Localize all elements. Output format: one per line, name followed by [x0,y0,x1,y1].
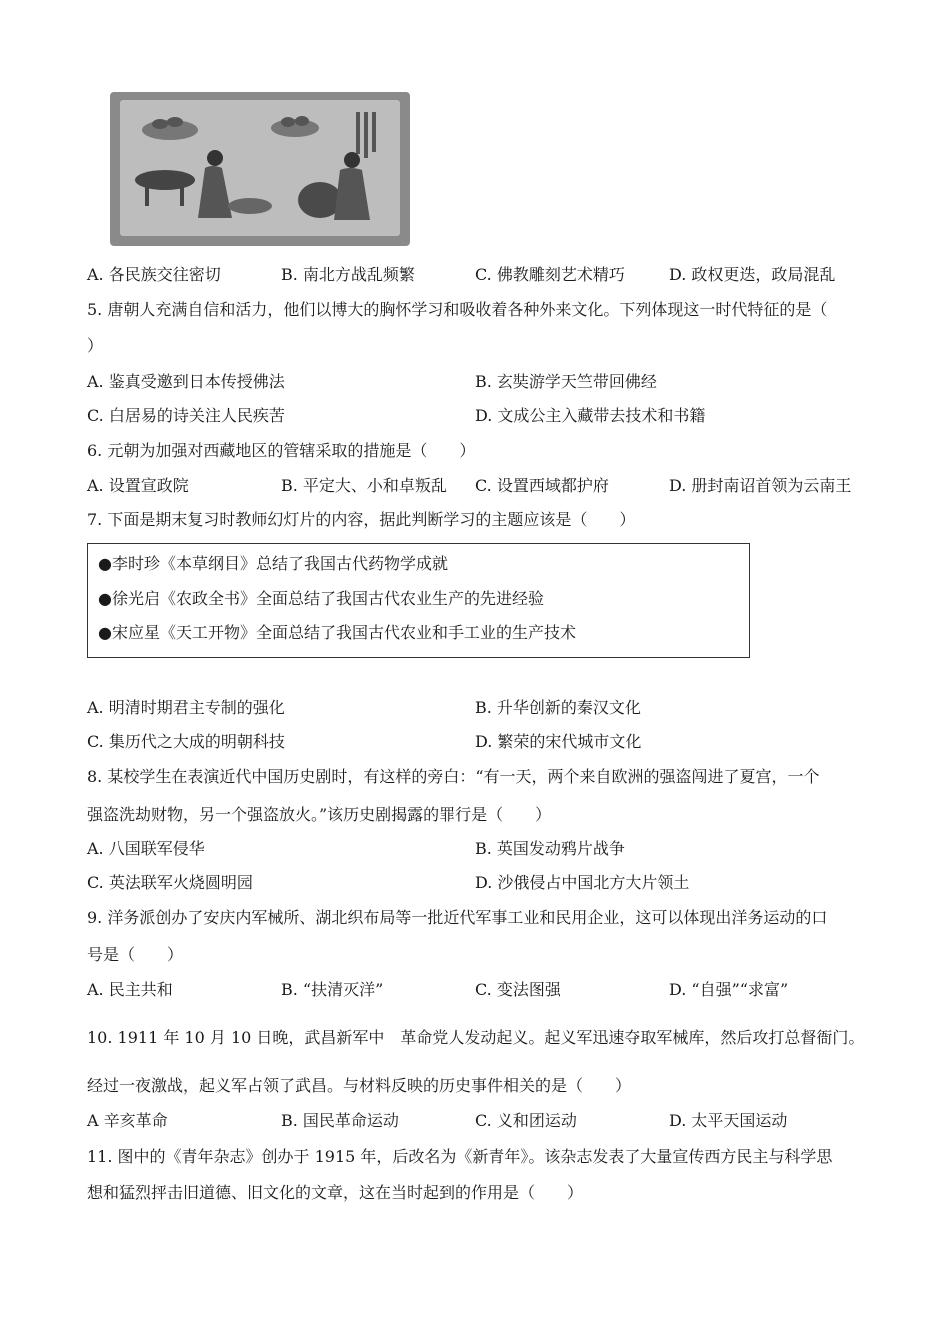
q5-option-b: B. 玄奘游学天竺带回佛经 [475,372,657,391]
slide-bullet-3: ●宋应星《天工开物》全面总结了我国古代农业和手工业的生产技术 [98,623,576,642]
painting-figures-illustration [120,100,400,236]
slide-content-box [87,543,750,658]
slide-bullet-1: ●李时珍《本草纲目》总结了我国古代药物学成就 [98,554,448,573]
q7-option-a: A. 明清时期君主专制的强化 [87,698,285,717]
q5-option-c: C. 白居易的诗关注人民疾苦 [87,406,285,425]
q6-option-d: D. 册封南诏首领为云南王 [669,476,852,495]
q6-option-b: B. 平定大、小和卓叛乱 [281,476,447,495]
q9-option-c: C. 变法图强 [475,980,561,999]
q10-option-b: B. 国民革命运动 [281,1111,399,1130]
q4-option-a: A. 各民族交往密切 [87,265,221,284]
q7-option-c: C. 集历代之大成的明朝科技 [87,732,285,751]
q10-stem-line1: 10. 1911 年 10 月 10 日晚，武昌新军中 革命党人发动起义。起义军迅速夺取军械库，然后攻打总督衙门。 [87,1028,865,1047]
q10-option-a: A 辛亥革命 [87,1111,168,1130]
q9-option-a: A. 民主共和 [87,980,173,999]
q4-option-d: D. 政权更迭，政局混乱 [669,265,836,284]
q5-stem-line2: ） [87,336,104,355]
q4-option-c: C. 佛教雕刻艺术精巧 [475,265,625,284]
q9-stem-line2: 号是（ ） [87,945,184,964]
q6-option-a: A. 设置宣政院 [87,476,189,495]
q6-option-c: C. 设置西域都护府 [475,476,609,495]
q8-option-a: A. 八国联军侵华 [87,839,205,858]
q11-stem-line2: 想和猛烈抨击旧道德、旧文化的文章，这在当时起到的作用是（ ） [87,1183,584,1202]
q6-stem: 6. 元朝为加强对西藏地区的管辖采取的措施是（ ） [87,441,476,460]
q7-stem: 7. 下面是期末复习时教师幻灯片的内容，据此判断学习的主题应该是（ ） [87,510,636,529]
slide-bullet-2: ●徐光启《农政全书》全面总结了我国古代农业生产的先进经验 [98,589,544,608]
q11-stem-line1: 11. 图中的《青年杂志》创办于 1915 年，后改名为《新青年》。该杂志发表了大量宣传西方民主与科学思 [87,1147,833,1166]
q9-stem-line1: 9. 洋务派创办了安庆内军械所、湖北织布局等一批近代军事工业和民用企业，这可以体现出洋务运动的口 [87,908,828,927]
q7-option-b: B. 升华创新的秦汉文化 [475,698,641,717]
q5-option-a: A. 鉴真受邀到日本传授佛法 [87,372,285,391]
q5-stem-line1: 5. 唐朝人充满自信和活力，他们以博大的胸怀学习和吸收着各种外来文化。下列体现这一时代特征的是（ [87,300,828,319]
historical-painting-image [110,92,410,246]
q9-option-b: B. “扶清灭洋” [281,980,384,999]
q8-option-c: C. 英法联军火烧圆明园 [87,873,253,892]
q10-option-d: D. 太平天国运动 [669,1111,788,1130]
q10-option-c: C. 义和团运动 [475,1111,577,1130]
q10-stem-line2: 经过一夜激战，起义军占领了武昌。与材料反映的历史事件相关的是（ ） [87,1076,632,1095]
q8-stem-line2: 强盗洗劫财物，另一个强盗放火。”该历史剧揭露的罪行是（ ） [87,805,552,824]
q8-option-d: D. 沙俄侵占中国北方大片领土 [475,873,690,892]
q8-stem-line1: 8. 某校学生在表演近代中国历史剧时，有这样的旁白：“有一天，两个来自欧洲的强盗闯进了夏宫，一个 [87,767,820,786]
q4-option-b: B. 南北方战乱频繁 [281,265,415,284]
q5-option-d: D. 文成公主入藏带去技术和书籍 [475,406,706,425]
q9-option-d: D. “自强”“求富” [669,980,789,999]
q7-option-d: D. 繁荣的宋代城市文化 [475,732,642,751]
q8-option-b: B. 英国发动鸦片战争 [475,839,625,858]
